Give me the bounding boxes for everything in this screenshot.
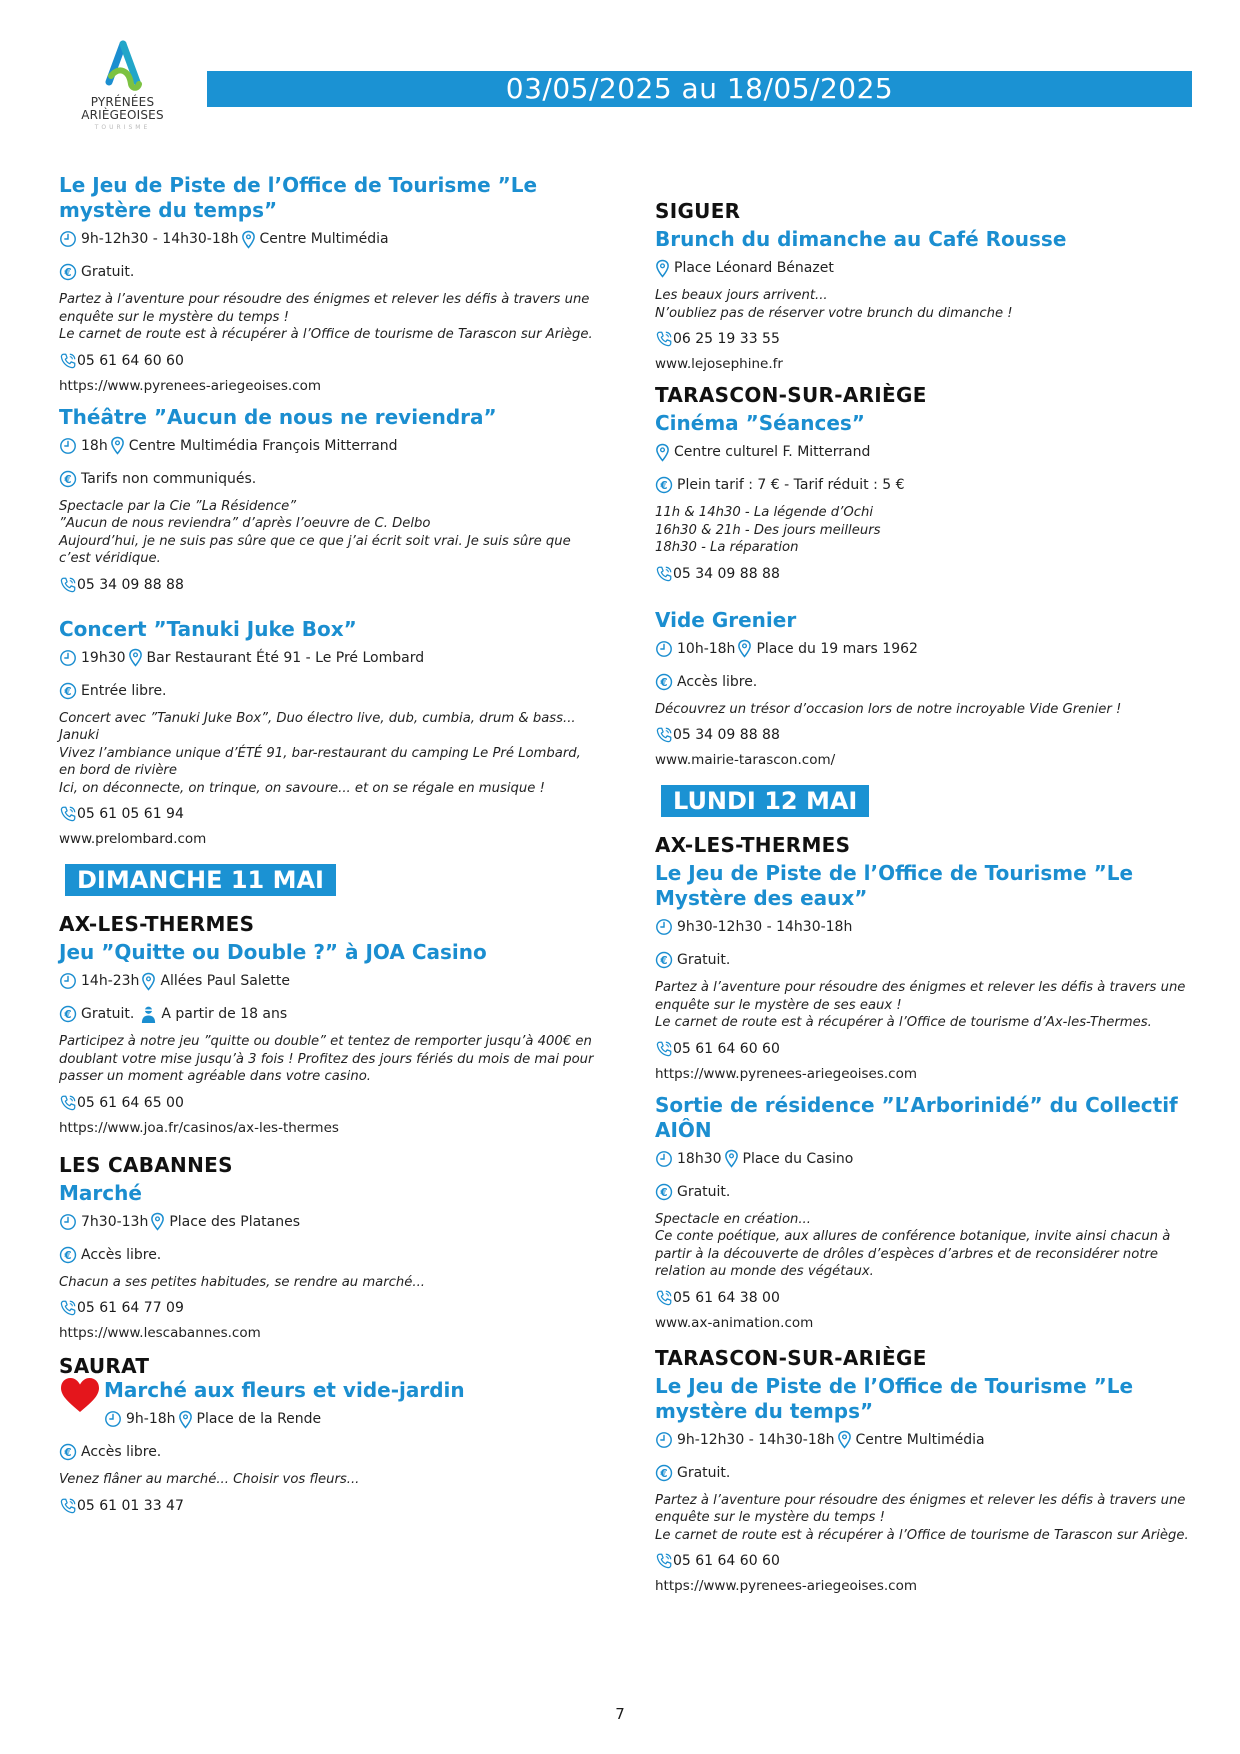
desc-line: 16h30 & 21h - Des jours meilleurs <box>655 522 881 538</box>
event-title: Marché aux fleurs et vide-jardin <box>104 1378 465 1402</box>
price-row <box>59 1245 599 1265</box>
price-row <box>655 475 1195 495</box>
phone-row <box>655 725 1195 745</box>
event-url[interactable]: https://www.pyrenees-ariegeoises.com <box>655 1578 918 1594</box>
logo-line3: TOURISME <box>94 124 151 131</box>
euro-icon <box>655 673 673 691</box>
event-description <box>59 710 599 798</box>
phone-icon <box>59 1497 77 1515</box>
clock-icon <box>59 649 77 667</box>
event-description <box>59 498 599 568</box>
event-url[interactable]: www.ax-animation.com <box>655 1314 814 1331</box>
desc-line: 11h & 14h30 - La légende d’Ochi <box>655 505 873 520</box>
town-heading: LES CABANNES <box>59 1152 233 1177</box>
event-url[interactable]: www.mairie-tarascon.com/ <box>655 752 836 768</box>
town-heading: SAURAT <box>59 1354 150 1378</box>
event-jeu-de-piste-temps <box>59 173 599 395</box>
location-pin-icon <box>837 1430 852 1449</box>
time-place <box>59 1212 599 1232</box>
event-place: Place du 19 mars 1962 <box>756 640 918 657</box>
event-concert <box>59 617 599 849</box>
time-place <box>655 639 1195 659</box>
clock-icon <box>59 972 77 990</box>
phone-icon <box>655 565 673 583</box>
desc-line: ”Aucun de nous reviendra” d’après l’oeuvre de C. Delbo <box>59 516 431 531</box>
desc-line: Le carnet de route est à récupérer à l’Office de tourisme de Tarascon sur Ariège. <box>59 327 593 342</box>
phone-row <box>655 329 1195 349</box>
phone-icon <box>655 1552 673 1570</box>
phone-row <box>655 1288 1195 1308</box>
desc-line: Concert avec ”Tanuki Juke Box”, Duo électro live, dub, cumbia, drum & bass... Januki <box>59 710 576 743</box>
event-description <box>59 1033 599 1086</box>
event-description <box>655 287 1195 322</box>
phone-row <box>59 1093 599 1113</box>
event-place: Centre Multimédia <box>259 231 389 247</box>
event-phone[interactable]: 05 61 64 60 60 <box>673 1040 780 1057</box>
event-description <box>59 1471 599 1489</box>
town-heading: TARASCON-SUR-ARIÈGE <box>655 1345 927 1370</box>
event-place: Place du Casino <box>742 1150 854 1167</box>
event-url[interactable]: https://www.lescabannes.com <box>59 1325 261 1341</box>
event-place: Place des Platanes <box>169 1213 301 1230</box>
event-time: 18h30 <box>677 1150 722 1167</box>
right-column <box>655 193 1195 1605</box>
phone-icon <box>655 330 673 348</box>
event-phone[interactable]: 05 61 64 65 00 <box>77 1094 184 1111</box>
time-place <box>59 971 599 991</box>
clock-icon <box>59 437 77 455</box>
event-phone[interactable]: 05 61 05 61 94 <box>77 806 184 822</box>
location-pin-icon <box>150 1212 165 1231</box>
town-heading: AX-LES-THERMES <box>655 833 851 857</box>
event-title: Sortie de résidence ”L’Arborinidé” du Collectif AIÔN <box>655 1092 1178 1142</box>
desc-line: Partez à l’aventure pour résoudre des énigmes et relever les défis à travers une enquête sur le mystère du temps ! <box>655 1492 1186 1525</box>
location-pin-icon <box>655 259 670 278</box>
phone-row <box>655 1551 1195 1571</box>
clock-icon <box>655 1431 673 1449</box>
price-row <box>59 1004 599 1024</box>
location-pin-icon <box>724 1149 739 1168</box>
price-row <box>59 681 599 701</box>
desc-line: Découvrez un trésor d’occasion lors de notre incroyable Vide Grenier ! <box>655 701 1122 717</box>
euro-icon <box>655 951 673 969</box>
event-title: Le Jeu de Piste de l’Office de Tourisme ”Le mystère du temps” <box>655 1373 1134 1423</box>
time-place <box>59 648 599 668</box>
event-time: 9h-12h30 - 14h30-18h <box>81 231 239 247</box>
day-heading: LUNDI 12 MAI <box>661 785 869 817</box>
price-row <box>655 1463 1195 1483</box>
price-row <box>655 672 1195 692</box>
phone-row <box>655 1039 1195 1059</box>
desc-line: Vivez l’ambiance unique d’ÉTÉ 91, bar-restaurant du camping Le Pré Lombard, en bord de rivière <box>59 745 581 778</box>
phone-icon <box>59 805 77 823</box>
desc-line: Aujourd’hui, je ne suis pas sûre que ce que j’ai écrit soit vrai. Je suis sûre que c’est véridique. <box>59 533 571 566</box>
event-price: Accès libre. <box>81 1444 162 1460</box>
event-price: Gratuit. <box>677 1183 731 1200</box>
event-price: Accès libre. <box>677 673 758 690</box>
euro-icon <box>59 263 77 281</box>
time-place <box>59 436 599 456</box>
event-time: 18h <box>81 437 108 454</box>
event-jeu-de-piste-eaux <box>655 861 1195 1083</box>
event-time: 9h-12h30 - 14h30-18h <box>677 1431 835 1448</box>
event-title: Marché <box>59 1180 142 1205</box>
phone-icon <box>59 1299 77 1317</box>
event-phone[interactable]: 05 61 01 33 47 <box>77 1497 184 1514</box>
clock-icon <box>655 918 673 936</box>
event-price: Plein tarif : 7 € - Tarif réduit : 5 € <box>677 477 905 493</box>
event-url[interactable]: https://www.joa.fr/casinos/ax-les-thermes <box>59 1119 339 1136</box>
event-description <box>655 701 1195 719</box>
location-pin-icon <box>178 1410 193 1429</box>
place-row <box>655 442 1195 462</box>
event-description <box>655 1211 1195 1281</box>
event-title: Brunch du dimanche au Café Rousse <box>655 227 1067 251</box>
event-title: Le Jeu de Piste de l’Office de Tourisme ”Le Mystère des eaux” <box>655 861 1134 910</box>
price-row <box>59 1442 599 1462</box>
event-title: Cinéma ”Séances” <box>655 411 865 435</box>
event-price: Gratuit. <box>81 1006 135 1022</box>
euro-icon <box>59 1005 77 1023</box>
desc-line: Spectacle en création... <box>655 1211 811 1227</box>
event-place: Centre Multimédia <box>855 1431 985 1448</box>
price-row <box>59 469 599 489</box>
event-brunch <box>655 227 1195 373</box>
desc-line: Partez à l’aventure pour résoudre des énigmes et relever les défis à travers une enquête sur le mystère du temps ! <box>59 292 590 325</box>
logo <box>75 40 170 131</box>
date-banner: 03/05/2025 au 18/05/2025 <box>207 71 1192 107</box>
phone-icon <box>59 1094 77 1112</box>
phone-row <box>59 1496 599 1516</box>
event-title: Théâtre ”Aucun de nous ne reviendra” <box>59 404 497 429</box>
event-phone[interactable]: 06 25 19 33 55 <box>673 331 780 347</box>
desc-line: Le carnet de route est à récupérer à l’Office de tourisme d’Ax-les-Thermes. <box>655 1015 1152 1030</box>
phone-icon <box>59 576 77 594</box>
clock-icon <box>59 230 77 248</box>
event-place: Place Léonard Bénazet <box>674 260 834 276</box>
phone-icon <box>655 1040 673 1058</box>
event-joa-casino <box>59 940 599 1137</box>
event-phone[interactable]: 05 61 64 60 60 <box>673 1553 780 1569</box>
desc-line: Partez à l’aventure pour résoudre des énigmes et relever les défis à travers une enquête sur le mystère de ses eaux ! <box>655 980 1186 1013</box>
desc-line: Le carnet de route est à récupérer à l’Office de tourisme de Tarascon sur Ariège. <box>655 1527 1189 1543</box>
desc-line: Ici, on déconnecte, on trinque, on savoure... et on se régale en musique ! <box>59 780 545 796</box>
event-time: 10h-18h <box>677 640 736 657</box>
event-place: Centre Multimédia François Mitterrand <box>128 437 398 454</box>
event-phone[interactable]: 05 61 64 60 60 <box>77 352 184 369</box>
event-description <box>59 1274 599 1292</box>
desc-line: 18h30 - La réparation <box>655 540 799 555</box>
event-age: A partir de 18 ans <box>161 1006 288 1022</box>
event-phone[interactable]: 05 61 64 38 00 <box>673 1289 780 1306</box>
left-column <box>59 173 599 1526</box>
heart-icon <box>59 1376 101 1414</box>
town-heading: SIGUER <box>655 199 741 223</box>
event-price: Gratuit. <box>81 264 135 280</box>
phone-row <box>59 804 599 824</box>
event-sortie-residence <box>655 1093 1195 1332</box>
event-title: Concert ”Tanuki Juke Box” <box>59 616 357 641</box>
euro-icon <box>655 1183 673 1201</box>
event-url[interactable]: www.prelombard.com <box>59 831 207 847</box>
place-row <box>655 258 1195 278</box>
time-row <box>655 917 1195 937</box>
phone-icon <box>655 1289 673 1307</box>
euro-icon <box>655 476 673 494</box>
price-row <box>59 262 599 282</box>
heart-title-row <box>59 1378 599 1442</box>
phone-row <box>59 1298 599 1318</box>
clock-icon <box>104 1410 122 1428</box>
time-place <box>655 1430 1195 1450</box>
event-url[interactable]: www.lejosephine.fr <box>655 356 783 372</box>
event-description <box>655 504 1195 557</box>
event-marche-fleurs <box>59 1378 599 1516</box>
event-phone[interactable]: 05 34 09 88 88 <box>77 576 184 593</box>
event-description <box>655 1492 1195 1545</box>
phone-icon <box>655 726 673 744</box>
euro-icon <box>59 682 77 700</box>
location-pin-icon <box>110 436 125 455</box>
desc-line: N’oubliez pas de réserver votre brunch du dimanche ! <box>655 305 1013 321</box>
town-heading: TARASCON-SUR-ARIÈGE <box>655 383 927 407</box>
event-time: 14h-23h <box>81 973 140 989</box>
desc-line: Participez à notre jeu ”quitte ou double” et tentez de remporter jusqu’à 400€ en doublant votre mise jusqu’à 3 fois ! Profitez des jours fériés du mois de mai pour passer un moment agréable dans votre casino. <box>59 1034 594 1084</box>
page-number: 7 <box>615 1705 625 1723</box>
location-pin-icon <box>655 443 670 462</box>
desc-line: Spectacle par la Cie ”La Résidence” <box>59 498 297 514</box>
event-time: 7h30-13h <box>81 1213 149 1230</box>
event-time: 9h-18h <box>126 1411 176 1427</box>
event-price: Gratuit. <box>677 1464 731 1481</box>
location-pin-icon <box>737 639 752 658</box>
event-cinema <box>655 411 1195 584</box>
desc-line: Ce conte poétique, aux allures de conférence botanique, invite ainsi chacun à partir à la découverte de drôles d’espèces d’arbres et de reconsidérer notre relation au monde des végétaux. <box>655 1229 1171 1279</box>
event-phone[interactable]: 05 61 64 77 09 <box>77 1300 184 1316</box>
time-place <box>59 229 599 249</box>
price-row <box>655 950 1195 970</box>
logo-line1: PYRÉNÉES <box>90 95 155 109</box>
time-place <box>655 1149 1195 1169</box>
event-place: Place de la Rende <box>196 1411 322 1427</box>
desc-line: Venez flâner au marché... Choisir vos fleurs... <box>59 1472 360 1487</box>
event-price: Gratuit. <box>677 952 731 968</box>
event-description <box>655 979 1195 1032</box>
logo-mark-icon <box>101 40 145 92</box>
event-time: 9h30-12h30 - 14h30-18h <box>677 919 853 935</box>
event-price: Accès libre. <box>81 1246 162 1263</box>
desc-line: Chacun a ses petites habitudes, se rendre au marché... <box>59 1274 425 1290</box>
event-title: Jeu ”Quitte ou Double ?” à JOA Casino <box>59 940 487 964</box>
price-row <box>655 1182 1195 1202</box>
phone-row <box>655 564 1195 584</box>
location-pin-icon <box>241 230 256 249</box>
event-jeu-de-piste-temps-2 <box>655 1374 1195 1596</box>
event-theatre <box>59 405 599 595</box>
phone-row <box>59 351 599 371</box>
event-place: Allées Paul Salette <box>160 973 290 989</box>
person-icon <box>140 1005 157 1024</box>
event-price: Entrée libre. <box>81 682 167 699</box>
logo-line2: ARIÈGEOISES <box>81 108 164 122</box>
event-price: Tarifs non communiqués. <box>81 470 257 487</box>
event-url[interactable]: https://www.pyrenees-ariegeoises.com <box>655 1065 918 1082</box>
event-title: Le Jeu de Piste de l’Office de Tourisme ”Le mystère du temps” <box>59 173 538 222</box>
event-vide-grenier <box>655 608 1195 770</box>
event-phone[interactable]: 05 34 09 88 88 <box>673 565 780 582</box>
event-title: Vide Grenier <box>655 607 797 632</box>
event-marche <box>59 1181 599 1343</box>
phone-icon <box>59 352 77 370</box>
day-heading: DIMANCHE 11 MAI <box>65 864 336 896</box>
event-phone[interactable]: 05 34 09 88 88 <box>673 727 780 743</box>
event-time: 19h30 <box>81 649 126 666</box>
euro-icon <box>655 1464 673 1482</box>
event-place: Centre culturel F. Mitterrand <box>674 444 871 460</box>
desc-line: Les beaux jours arrivent... <box>655 288 828 303</box>
clock-icon <box>655 640 673 658</box>
phone-row <box>59 575 599 595</box>
event-url[interactable]: https://www.pyrenees-ariegeoises.com <box>59 377 322 394</box>
location-pin-icon <box>141 972 156 991</box>
clock-icon <box>655 1150 673 1168</box>
euro-icon <box>59 1443 77 1461</box>
euro-icon <box>59 470 77 488</box>
time-place <box>104 1409 599 1429</box>
event-description <box>59 291 599 344</box>
location-pin-icon <box>128 648 143 667</box>
clock-icon <box>59 1213 77 1231</box>
euro-icon <box>59 1246 77 1264</box>
town-heading: AX-LES-THERMES <box>59 912 255 936</box>
event-place: Bar Restaurant Été 91 - Le Pré Lombard <box>146 649 425 666</box>
